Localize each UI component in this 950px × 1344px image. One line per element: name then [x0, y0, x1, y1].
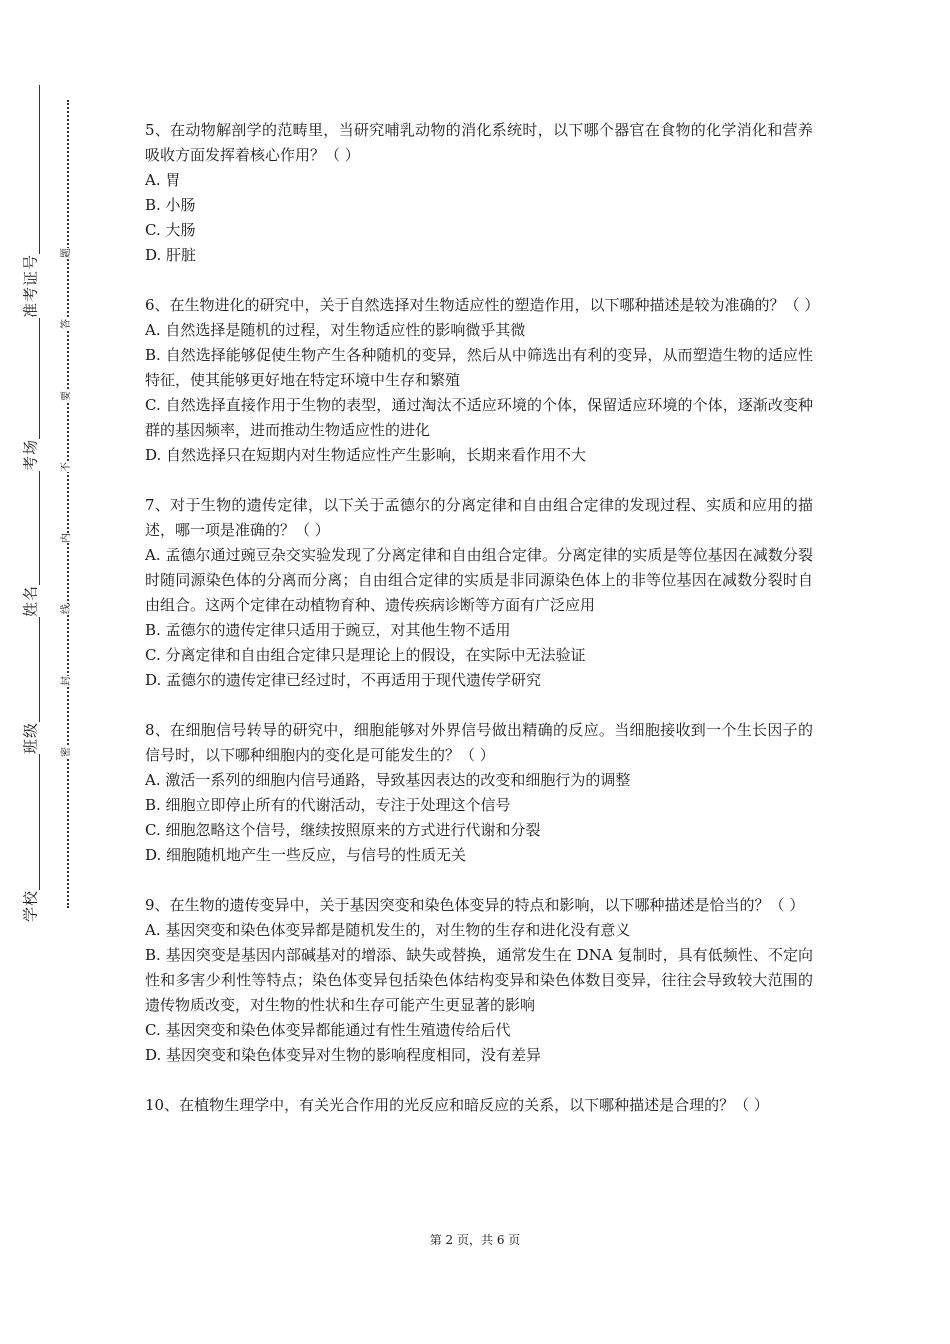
seal-char: 不 [61, 462, 72, 472]
seal-char: 答 [61, 319, 72, 329]
exam-room-label: 考场 [21, 438, 40, 472]
question-stem: 6、在生物进化的研究中，关于自然选择对生物适应性的塑造作用，以下哪种描述是较为准确的？（ ） [145, 296, 820, 314]
question-10 [145, 1093, 813, 1118]
option-b: B. 小肠 [145, 196, 196, 214]
binding-solid-line [39, 85, 40, 921]
school-label: 学校 [21, 889, 40, 923]
question-5 [145, 118, 813, 268]
seal-char: 要 [61, 391, 72, 401]
question-9 [145, 893, 813, 1068]
seal-char: 内 [61, 533, 72, 543]
option-c: C. 自然选择直接作用于生物的表型，通过淘汰不适应环境的个体，保留适应环境的个体，逐渐改变种群的基因频率，进而推动生物适应性的进化 [145, 396, 813, 439]
question-8 [145, 718, 813, 868]
option-d: D. 肝脏 [145, 246, 197, 264]
seal-char: 封 [61, 676, 72, 686]
seal-char: 线 [61, 604, 72, 614]
seal-char: 密 [61, 747, 72, 757]
option-c: C. 细胞忽略这个信号，继续按照原来的方式进行代谢和分裂 [145, 821, 541, 839]
option-d: D. 基因突变和染色体变异对生物的影响程度相同，没有差异 [145, 1046, 542, 1064]
option-a: A. 胃 [145, 171, 181, 189]
option-b: B. 孟德尔的遗传定律只适用于豌豆，对其他生物不适用 [145, 621, 511, 639]
option-b: B. 基因突变是基因内部碱基对的增添、缺失或替换，通常发生在 DNA 复制时，具有低频性、不定向性和多害少利性等特点；染色体变异包括染色体结构变异和染色体数目变异，往往会导致较大范围的遗传物质改变，对生物的性状和生存可能产生更显著的影响 [145, 946, 813, 1014]
option-a: A. 自然选择是随机的过程，对生物适应性的影响微乎其微 [145, 321, 526, 339]
option-d: D. 自然选择只在短期内对生物适应性产生影响，长期来看作用不大 [145, 446, 587, 464]
option-c: C. 大肠 [145, 221, 196, 239]
option-d: D. 细胞随机地产生一些反应，与信号的性质无关 [145, 846, 467, 864]
option-a: A. 基因突变和染色体变异都是随机发生的，对生物的生存和进化没有意义 [145, 921, 631, 939]
page-number: 第 2 页，共 6 页 [429, 1233, 521, 1247]
question-stem: 10、在植物生理学中，有关光合作用的光反应和暗反应的关系，以下哪种描述是合理的？（ ） [145, 1096, 769, 1114]
option-d: D. 孟德尔的遗传定律已经过时，不再适用于现代遗传学研究 [145, 671, 542, 689]
question-stem: 9、在生物的遗传变异中，关于基因突变和染色体变异的特点和影响，以下哪种描述是恰当的？（ ） [145, 896, 805, 914]
question-stem: 5、在动物解剖学的范畴里，当研究哺乳动物的消化系统时，以下哪个器官在食物的化学消化和营养吸收方面发挥着核心作用？（ ） [145, 121, 813, 164]
option-c: C. 基因突变和染色体变异都能通过有性生殖遗传给后代 [145, 1021, 511, 1039]
exam-number-label: 准考证号 [21, 253, 40, 319]
option-a: A. 孟德尔通过豌豆杂交实验发现了分离定律和自由组合定律。分离定律的实质是等位基因在减数分裂时随同源染色体的分离而分离；自由组合定律的实质是非同源染色体上的非等位基因在减数分裂时自由组合。这两个定律在动植物育种、遗传疾病诊断等方面有广泛应用 [145, 546, 813, 614]
question-list [145, 118, 820, 1143]
option-a: A. 激活一系列的细胞内信号通路，导致基因表达的改变和细胞行为的调整 [145, 771, 631, 789]
question-6 [145, 293, 820, 468]
name-label: 姓名 [21, 584, 40, 618]
question-stem: 7、对于生物的遗传定律，以下关于孟德尔的分离定律和自由组合定律的发现过程、实质和应用的描述，哪一项是准确的？（ ） [145, 496, 813, 539]
class-label: 班级 [21, 721, 40, 755]
seal-char: 题 [61, 248, 72, 258]
option-b: B. 细胞立即停止所有的代谢活动，专注于处理这个信号 [145, 796, 511, 814]
question-7 [145, 493, 813, 693]
option-c: C. 分离定律和自由组合定律只是理论上的假设，在实际中无法验证 [145, 646, 586, 664]
question-stem: 8、在细胞信号转导的研究中，细胞能够对外界信号做出精确的反应。当细胞接收到一个生长因子的信号时，以下哪种细胞内的变化是可能发生的？（ ） [145, 721, 813, 764]
option-b: B. 自然选择能够促使生物产生各种随机的变异，然后从中筛选出有利的变异，从而塑造生物的适应性特征，使其能够更好地在特定环境中生存和繁殖 [145, 346, 813, 389]
binding-dotted-line [67, 100, 69, 908]
